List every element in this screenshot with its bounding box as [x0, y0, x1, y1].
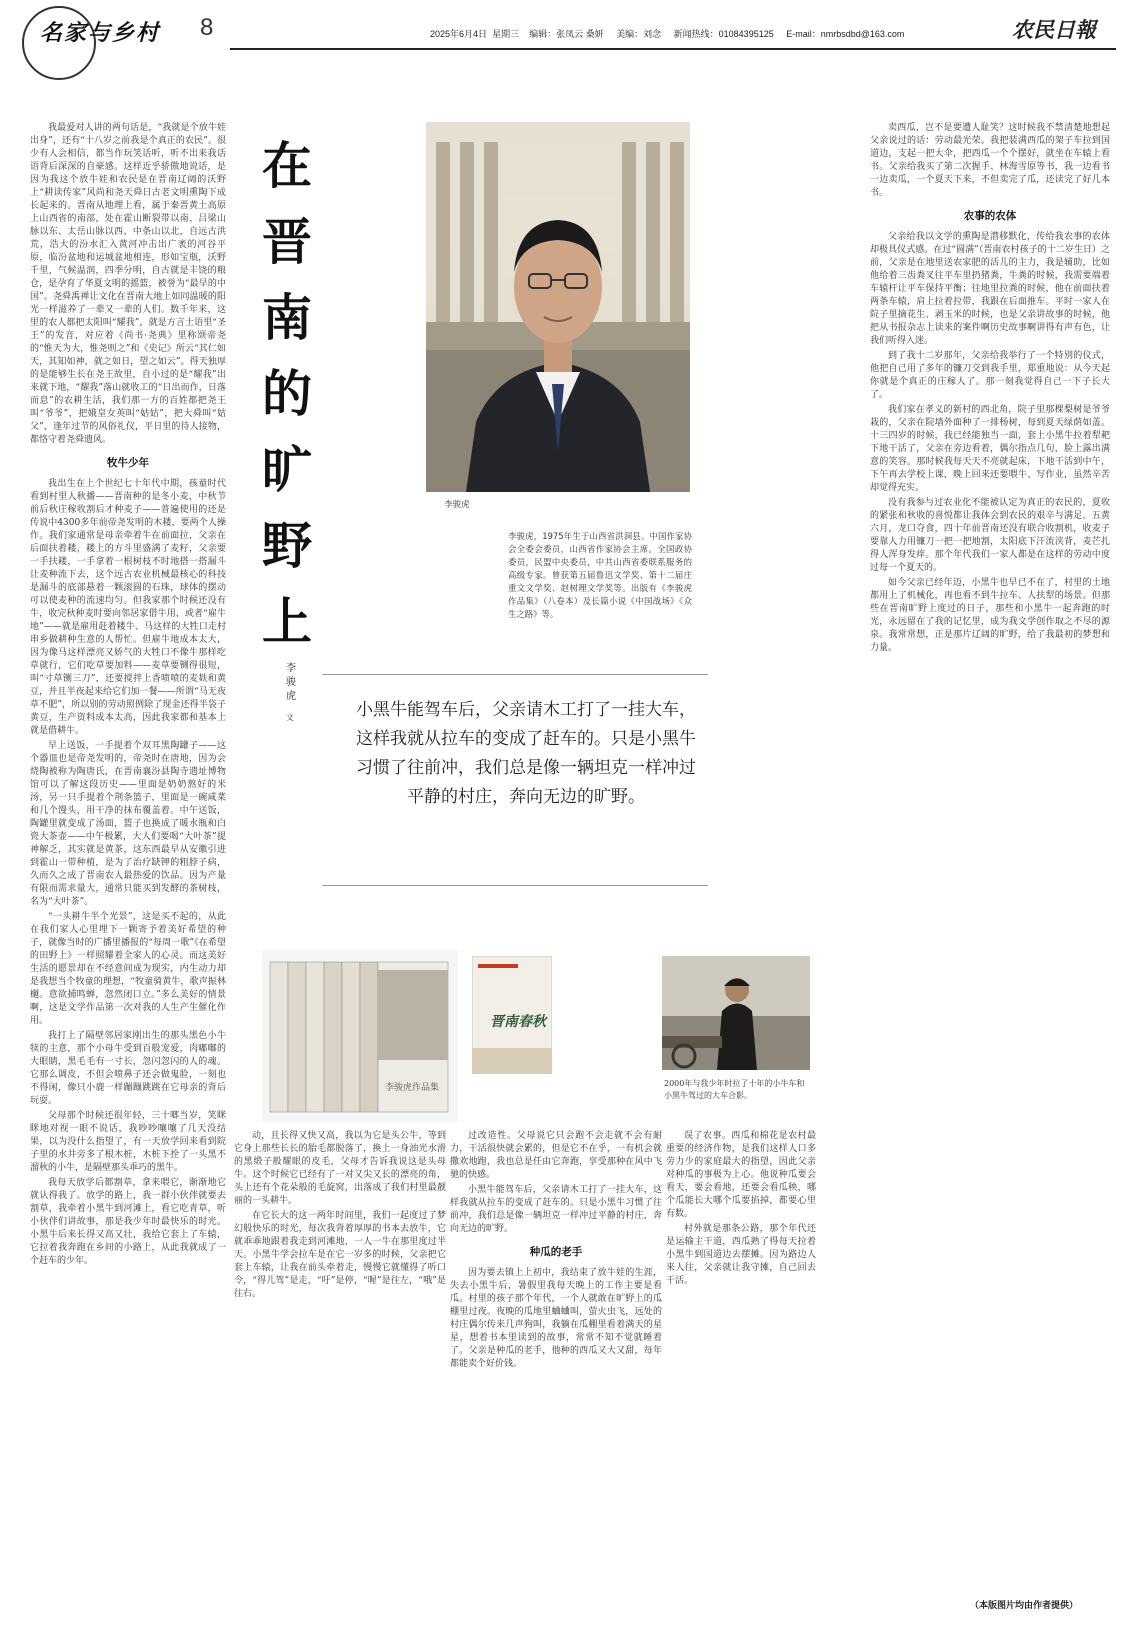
column-2: 动，且长得又快又高，我以为它是头公牛，等到它身上那些长长的胎毛都脱落了，换上一身油光水滑的黑缎子般耀眼的皮毛，父母才告诉我说这是头母牛。这个时候它已经有了一对又尖又长的漂亮的角，头上还有个花朵般的毛旋窝，出落成了我们村里最靓丽的一头耕牛。 在它长大的这一两年时间里，我们一起度过了梦幻般快乐的时光，每次我背着厚厚的书本去放牛，它就乖乖地跟着我走到河滩地，一人一牛在那里度过半天。小黑牛学会拉车是在它一岁多的时候，父亲把它套上车辕，让我在前头牵着走，慢慢它就懂得了听口令，“得儿驾”是走，“吁”是停，“喔”是往左，“哦”是往右。: [234, 1131, 446, 1299]
editors: 编辑：张凤云 桑妍: [529, 29, 604, 39]
header-rule: [230, 48, 1116, 50]
page-number: 8: [200, 14, 214, 41]
pull-quote: 小黑牛能驾车后，父亲请木工打了一挂大车，这样我就从拉车的变成了赶车的。只是小黑牛习惯了往前冲，我们总是像一辆坦克一样冲过平静的村庄，奔向无边的旷野。: [356, 700, 696, 807]
book-set-image: [262, 950, 458, 1122]
column-3: 过改造性。父母说它只会跑不会走就不会有耐力，干活很快就会累的，但是它不在乎，一有机会就撒欢地跑，我也总是任由它奔跑，享受那种在风中飞驰的快感。 小黑牛能驾车后，父亲请木工打了一挂大车，这样我就从拉车的变成了赶车的。只是小黑牛习惯了往前冲，我们总是像一辆坦克一样冲过平静的村庄，奔向无边的旷野。 种瓜的老手 因为要去镇上上初中，我结束了放牛娃的生涯，失去小黑牛后，暑假里我每天晚上的工作主要是看瓜。村里的孩子那个年代，一个人就敢在旷野上的瓜棚里过夜。夜晚的瓜地里蛐蛐叫，萤火虫飞，远处的村庄偶尔传来几声狗叫，我躺在瓜棚里看着满天的星星，想着书本里读到的故事，常常不知不觉就睡着了。父亲是种瓜的老手，他种的西瓜又大又甜，每年都能卖个好价钱。: [450, 1131, 662, 1369]
issue-date: 2025年6月4日: [430, 29, 488, 39]
issue-weekday: 星期三: [492, 29, 520, 39]
author-photo: [426, 122, 690, 492]
byline-author: 李骏虎: [286, 663, 296, 702]
column-1: 我最爱对人讲的两句话是，“我就是个放牛娃出身”，还有“十八岁之前我是个真正的农民”。很少有人会相信，都当作玩笑话听，听不出来我话语背后深深的自豪感。这样近乎骄傲地说话，是因为我这个放牛娃和农民是在晋南辽阔的沃野上“耕读传家”风尚和尧天舜日古老文明熏陶下成长起来的。晋南从地理上看，属于秦晋黄土高原上山西省的南部，处在霍山断裂带以南、吕梁山脉以东、太岳山脉以西、中条山以北，自远古洪荒，浩大的汾水汇入黄河冲击出广袤的河谷平原，临汾盆地和运城盆地相连，形如宝瓶，沃野千里，气候温润，四季分明，自古就是丰饶的粮仓，是孕育了华夏文明的摇篮，被誉为“最早的中国”。尧舜禹禅让文化在晋南大地上如同温暖的阳光一样滋养了一辈又一辈的人们。数千年来，这里的农人都把太阳叫“耀我”，就是方言土语里“圣王”的发音，对应着《尚书·尧典》里称颂帝尧的“惟天为大，惟尧则之”和《史记》所云“其仁如天，其知如神，就之如日，望之如云”。得天独厚的是能够生长在尧王故里，自小过的是“耀我”出来就下地，“耀我”落山就收工的“日出而作，日落而息”的农耕生活，我们那一方的百姓都把尧王叫“爷爷”，把娥皇女英叫“姑姑”，把大舜叫“姑父”，逢年过节的风俗礼仪，平日里的待人接物，都恪守着尧舜遗风。 牧牛少年 我出生在上个世纪七十年代中期，孩童时代看到村里人秋播——晋南种的是冬小麦，中秋节前后秋庄稼收割后才种麦子——普遍使用的还是传说中4300多年前帝尧发明的木耧，要两个人操作。我们家通常是母亲牵着牛在前面拉，父亲在后面扶着耧，耧上的方斗里盛满了麦籽，父亲要一手扶耧，一手拿着一根树枝不时地搭一搭漏斗让麦种流下去，这个远古农业机械最核心的科技是漏斗的底部悬着一颗滚圆的石珠，球体的摆动可以使麦种的流速均匀。但我家那个时候还没有牛，收完秋种麦时要向邻居家借牛用，或者“雇牛地”——就是雇用赶着耧牛、马这样的大牲口走村串乡做耕种生意的人帮忙。但雇牛地成本太大，因为像马这样漂亮又娇气的大牲口不像牛那样吃草就行，它们吃草要加料——麦草要铡得很短，叫“寸草铡三刀”，还要搅拌上香喷喷的麦麸和黄豆，并且半夜起来给它们加一餐——所谓“马无夜草不肥”，所以别的劳动照例除了现金还得半袋子黄豆，生产资料成本太高，因此我家都和基本上就是借耕牛。 早上送饭，一手提着个双耳黑陶罐子——这个器皿也是帝尧发明的，帝尧时在唐地，因为会烧陶被称为陶唐氏，在晋南襄汾县陶寺遗址博物馆可以了解这段历史——里面是奶奶熬好的米汤，另一只手提着个荆条篮子，里面是一碗咸菜和几个馒头，用干净的抹布覆盖着。中午送饭，陶罐里就变成了汤面，篮子也换成了暖水瓶和白瓷大茶壶——中午极累，大人们要喝“大叶茶”提神解乏，其实就是黄茶，这东西最早从安徽引进到霍山一带种植，是为了治疗缺钾的粗脖子病，久而久之成了晋南农人最热爱的饮品。因为产量有限而需求量大，通常只能买到发酵的茶树枝，名为“大叶茶”。 “一头耕牛半个光景”，这是买不起的，从此在我们家人心里埋下一颗寄予着美好希望的种子，就像当时的广播里播报的“每周一歌”《在希望的田野上》一样照耀着全家人的心灵。而这美好生活的愿景却在不经意间成为现实，内生动力却是我想当个牧童的理想，“牧童骑黄牛，歌声振林樾。意欲捕鸣蝉，忽然闭口立。”多么美好的情景啊，这是文学作品第一次对我的人生产生催化作用。 我打上了隔壁邻居家刚出生的那头黑色小牛犊的主意，那个小母牛受到百般宠爱，肉嘟嘟的大眼睛，黑毛毛有一寸长，忽闪忽闪的人的魂。它那么调皮，不但会喷鼻子还会做鬼脸，一刻也不得闲，像只小鹿一样蹦蹦跳跳在它母亲的背后玩耍。 父母那个时候还很年轻，三十啷当岁，笑眯眯地对视一眼不说话，我吵吵嚷嚷了几天没结果，以为没什么指望了，有一天放学回来看到院子里的水井旁多了根木桩，木桩下拴了一头黑不溜秋的小牛，是隔壁那头乖巧的黑牛。 我每天放学后都割草，拿来喂它，渐渐地它就认得我了。放学的路上，我一群小伙伴就要去割草，我牵着小黑牛到河滩上，看它吃青草，听小伙伴们讲故事，那是我少年时最快乐的时光。小黑牛后来长得又高又壮，我给它套上了车辕，它拉着我奔跑在乡间的小路上，从此我就成了一个赶车的少年。: [30, 123, 226, 1266]
header-meta: [430, 27, 904, 40]
section-heading-2: 种瓜的老手: [529, 1246, 583, 1258]
column-5: 卖西瓜，岂不是要遭人耻笑？这时候我不禁清楚地想起父亲说过的话：劳动最光荣。我把装满西瓜的架子车拉到国道边，支起一把大伞，把西瓜一个个摆好，就坐在车辕上看书。父亲给我买了第二次握手、林海雪原等书，我一边看书一边卖瓜，一个夏天下来，不但卖完了瓜，还读完了好几本书。 农事的农体 父亲给我以文学的熏陶是潜移默化，传给我农事的农体却极具仪式感。在过“圆满”（晋南农村孩子的十二岁生日）之前，父亲是在地里送农家肥的活儿的主力，我是辅助，比如他给着三齿粪叉往平车里扔猪粪，牛粪的时候，我需要端着车辕杆让平车保持平衡；往地里拉粪的时候，他在前面扶着两条车辕，肩上拉着拉带，我跟在后面推车。平时一家人在院子里摘花生、剥玉米的时候，也是父亲讲故事的时候，他把从书报杂志上读来的案件啊历史故事啊讲得有声有色，让我们听得入迷。 到了我十二岁那年，父亲给我举行了一个特别的仪式，他把自己用了多年的镰刀交到我手里，郑重地说：从今天起你就是个真正的庄稼人了。那一刻我觉得自己一下子长大了。 我们家在孝义的新村的西北角，院子里那棵梨树是爷爷栽的，父亲在院墙外面种了一排杨树，每到夏天绿荫如盖。十三四岁的时候，我已经能独当一面，套上小黑牛拉着犁耙下地干活了，父亲在旁边看着，偶尔指点几句，脸上露出满意的笑容。那时候我每天天不亮就起床，下地干活到中午，下午再去学校上课，晚上回来还要喂牛、写作业，虽然辛苦却觉得充实。 没有我参与过农业化不能被认定为真正的农民的，夏收的紧张和秋收的喜悦都让我体会到农民的艰辛与满足。五黄六月，龙口夺食，四十年前晋南还没有联合收割机，收麦子要靠人力用镰刀一把一把地割，太阳底下汗流浃背，麦芒扎得人浑身发痒。那个年代我们一家人都是在这样的劳动中度过每一个夏天的。 如今父亲已经年迈，小黑牛也早已不在了，村里的土地都用上了机械化，再也看不到牛拉车、人扶犁的场景。但那些在晋南旷野上度过的日子，那些和小黑牛一起奔跑的时光，永远留在了我的记忆里，成为我文学创作取之不尽的源泉。我常常想，正是那片辽阔的旷野，给了我最初的梦想和力量。: [870, 123, 1110, 653]
article-title: 在晋南的旷野上: [262, 136, 312, 651]
cart-photo: [662, 956, 810, 1070]
masthead: 农民日報: [1012, 17, 1096, 42]
photo-credit-note: （本版图片均由作者提供）: [970, 1601, 1079, 1611]
cart-photo-caption: 2000年与我少年时拉了十年的小牛车和小黑牛驾过的大车合影。: [664, 1079, 805, 1100]
photo-caption: 李骏虎: [444, 500, 470, 510]
column-4: 误了农事。西瓜和棉花是农村最重要的经济作物，是我们这样人口多劳力少的家庭最大的指望，因此父亲对种瓜的事极为上心。他说种瓜要会看天，要会看地，还要会看瓜秧，哪个瓜能长大哪个瓜要掐掉，都要心里有数。 村外就是那条公路，那个年代还是运输主干道，西瓜熟了得每天拉着小黑牛到国道边去摆摊。因为路边人来人往，父亲就让我守摊，自己回去干活。: [666, 1131, 816, 1286]
book-novel-title: 晋南春秋: [490, 1014, 546, 1030]
section-heading-3: 农事的农体: [963, 210, 1017, 222]
book-novel-image: [472, 956, 552, 1074]
section-heading-1: 牧牛少年: [107, 457, 149, 469]
byline-suffix: 文: [286, 713, 294, 722]
email: E-mail：nmrbsdbd@163.com: [786, 29, 905, 39]
news-hotline: 新闻热线：01084395125: [673, 29, 774, 39]
author-bio: 李骏虎，1975年生于山西省洪洞县。中国作家协会全委会委员，山西省作家协会主席。全国政协委员，民盟中央委员，中共山西省委联系服务的高级专家。曾获第五届鲁迅文学奖、第十二届庄重文文学奖、赵树理文学奖等。出版有《李骏虎作品集》（八卷本）及长篇小说《中国战场》《众生之路》等。: [508, 531, 692, 619]
section-title: 名家与乡村: [40, 20, 161, 46]
section-intro: 我最爱对人讲的两句话是，“我就是个放牛娃出身”，还有“十八岁之前我是个真正的农民”。很少有人会相信，都当作玩笑话听，听不出来我话语背后深深的自豪感。这样近乎骄傲地说话，是因为我这个放牛娃和农民是在晋南辽阔的沃野上“耕读传家”风尚和尧天舜日古老文明熏陶下成长起来的。晋南从地理上看，属于秦晋黄土高原上山西省的南部，处在霍山断裂带以南、吕梁山脉以东、太岳山脉以西、中条山以北，自远古洪荒，浩大的汾水汇入黄河冲击出广袤的河谷平原，临汾盆地和运城盆地相连，形如宝瓶，沃野千里，气候温润，四季分明，自古就是丰饶的粮仓，是孕育了华夏文明的摇篮，被誉为“最早的中国”。尧舜禹禅让文化在晋南大地上如同温暖的阳光一样滋养了一辈又一辈的人们。数千年来，这里的农人都把太阳叫“耀我”，就是方言土语里“圣王”的发音，对应着《尚书·尧典》里称颂帝尧的“惟天为大，惟尧则之”和《史记》所云“其仁如天，其知如神，就之如日，望之如云”。得天独厚的是能够生长在尧王故里，自小过的是“耀我”出来就下地，“耀我”落山就收工的“日出而作，日落而息”的农耕生活，我们那一方的百姓都把尧王叫“爷爷”，把娥皇女英叫“姑姑”，把大舜叫“姑父”，逢年过节的风俗礼仪，平日里的待人接物，都恪守着尧舜遗风。: [30, 123, 226, 445]
designer: 美编：刘念: [616, 29, 662, 39]
book-set-title: 李骏虎作品集: [384, 1083, 440, 1093]
